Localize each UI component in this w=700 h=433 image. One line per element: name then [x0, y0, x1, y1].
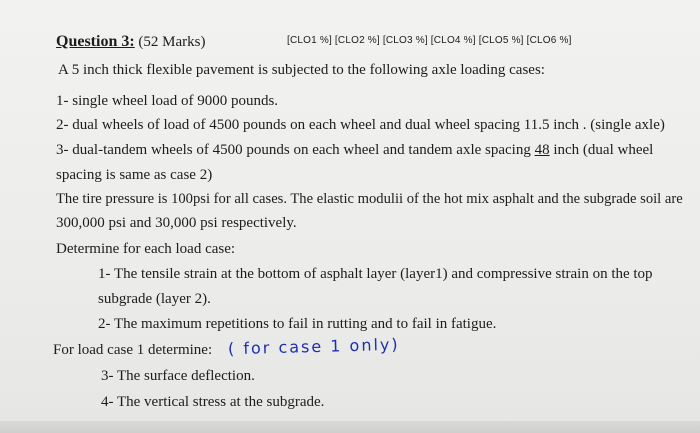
- tire-pressure-line-2: 300,000 psi and 30,000 psi respectively.: [56, 215, 297, 231]
- case-3-text-start: 3- dual-tandem wheels of 4500 pounds on each wheel and tandem axle spacing: [56, 142, 535, 158]
- determine-item-2: 2- The maximum repetitions to fail in rutting and to fail in fatigue.: [98, 316, 497, 332]
- handwritten-note: ( for case 1 only): [227, 334, 400, 359]
- case-3-continued: spacing is same as case 2): [56, 167, 213, 183]
- determine-item-1: 1- The tensile strain at the bottom of asphalt layer (layer1) and compressive strain on the top: [98, 266, 653, 282]
- determine-heading: Determine for each load case:: [56, 241, 236, 257]
- intro-text: A 5 inch thick flexible pavement is subjected to the following axle loading cases:: [58, 62, 545, 78]
- case-3-spacing: 48: [534, 142, 550, 158]
- case-1-heading: For load case 1 determine:: [53, 342, 213, 358]
- determine-item-1-continued: subgrade (layer 2).: [98, 291, 211, 307]
- tire-pressure-line-1: The tire pressure is 100psi for all cases. The elastic modulii of the hot mix asphalt and the subgrade soil are: [56, 191, 683, 207]
- case-2: 2- dual wheels of load of 4500 pounds on each wheel and dual wheel spacing 11.5 inch . (single axle): [56, 117, 665, 133]
- case-1: 1- single wheel load of 9000 pounds.: [56, 93, 279, 109]
- question-title: Question 3:: [56, 33, 135, 50]
- determine-item-4: 4- The vertical stress at the subgrade.: [101, 394, 325, 410]
- question-header: [56, 33, 206, 51]
- case-3-text-end: inch (dual wheel: [549, 142, 654, 158]
- page-bottom-edge: [0, 421, 700, 433]
- question-marks: (52 Marks): [138, 34, 206, 50]
- case-3: [56, 141, 653, 159]
- clo-weights: [CLO1 %] [CLO2 %] [CLO3 %] [CLO4 %] [CLO5 %] [CLO6 %]: [287, 35, 572, 46]
- determine-item-3: 3- The surface deflection.: [101, 368, 255, 384]
